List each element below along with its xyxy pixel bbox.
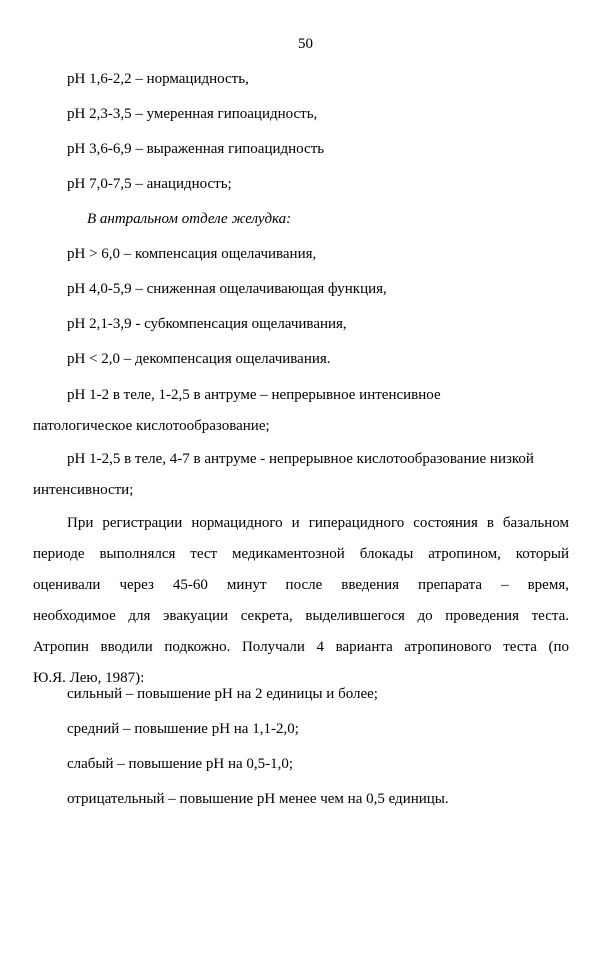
- paragraph-line: При регистрации нормацидного и гиперацидного состояния в базальном: [67, 515, 569, 531]
- paragraph-line: интенсивности;: [33, 482, 134, 498]
- paragraph-line: pH 1-2 в теле, 1-2,5 в антруме – непрерывное интенсивное: [67, 387, 441, 403]
- paragraph-line: оценивали через 45-60 минут после введения препарата – время,: [33, 577, 569, 593]
- paragraph-line: необходимое для эвакуации секрета, выделившегося до проведения теста.: [33, 608, 569, 624]
- text-line: pH 4,0-5,9 – сниженная ощелачивающая функция,: [67, 281, 387, 297]
- paragraph-3: [33, 508, 569, 694]
- paragraph-line: периоде выполнялся тест медикаментозной блокады атропином, который: [33, 546, 569, 562]
- text-line: pH 1,6-2,2 – нормацидность,: [67, 71, 249, 87]
- section-heading: В антральном отделе желудка:: [87, 211, 292, 227]
- list-item: слабый – повышение pH на 0,5-1,0;: [67, 756, 294, 772]
- text-line: pH 2,3-3,5 – умеренная гипоацидность,: [67, 106, 318, 122]
- paragraph-line: pH 1-2,5 в теле, 4-7 в антруме - непрерывное кислотообразование низкой: [67, 451, 534, 467]
- list-item: средний – повышение pH на 1,1-2,0;: [67, 721, 299, 737]
- text-line: pH 7,0-7,5 – анацидность;: [67, 176, 232, 192]
- page-number: 50: [298, 36, 313, 52]
- list-item: сильный – повышение pH на 2 единицы и более;: [67, 686, 378, 702]
- paragraph-2: [33, 444, 569, 506]
- paragraph-1: [33, 380, 569, 442]
- text-line: pH < 2,0 – декомпенсация ощелачивания.: [67, 351, 331, 367]
- text-line: pH > 6,0 – компенсация ощелачивания,: [67, 246, 317, 262]
- text-line: pH 3,6-6,9 – выраженная гипоацидность: [67, 141, 325, 157]
- text-line: pH 2,1-3,9 - субкомпенсация ощелачивания,: [67, 316, 347, 332]
- paragraph-line: патологическое кислотообразование;: [33, 418, 270, 434]
- paragraph-line: Ю.Я. Лею, 1987):: [33, 670, 145, 686]
- paragraph-line: Атропин вводили подкожно. Получали 4 варианта атропинового теста (по: [33, 639, 569, 655]
- list-item: отрицательный – повышение pH менее чем на 0,5 единицы.: [67, 791, 449, 807]
